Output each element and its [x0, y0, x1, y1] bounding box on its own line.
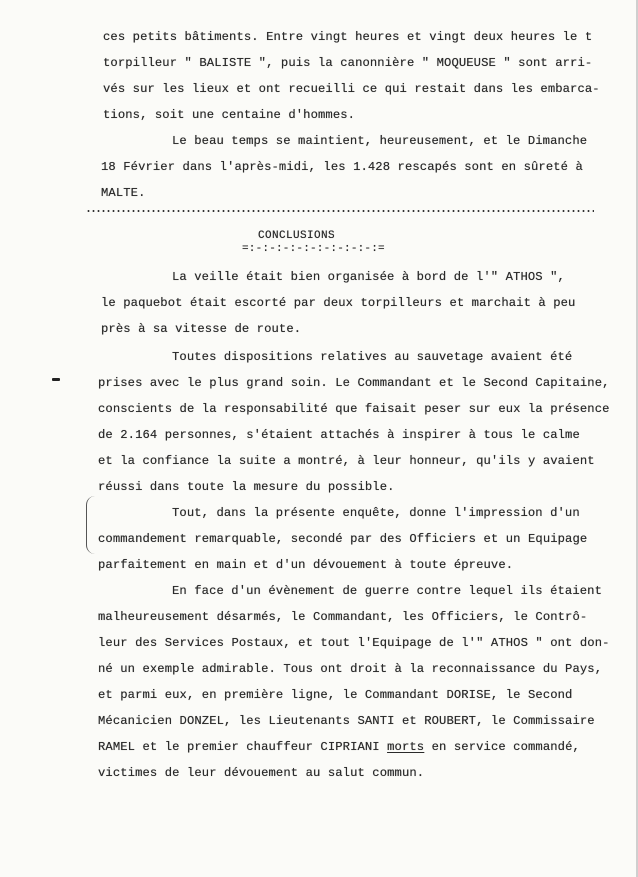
- text-line-1: ces petits bâtiments. Entre vingt heures et vingt deux heures le t: [103, 30, 593, 44]
- text-line-20: En face d'un évènement de guerre contre lequel ils étaient: [172, 584, 602, 598]
- text-line-3: vés sur les lieux et ont recueilli ce qui restait dans les embarca-: [103, 82, 600, 96]
- text-line-5: Le beau temps se maintient, heureusement, et le Dimanche: [172, 134, 588, 148]
- text-line-8: La veille était bien organisée à bord de l'" ATHOS ",: [172, 270, 565, 284]
- text-line-17: Tout, dans la présente enquête, donne l'impression d'un: [172, 506, 580, 520]
- margin-bracket: [86, 496, 95, 554]
- text-line-2: torpilleur " BALISTE ", puis la canonnière " MOQUEUSE " sont arri-: [103, 56, 593, 70]
- text-line-9: le paquebot était escorté par deux torpilleurs et marchait à peu: [101, 296, 576, 310]
- text-line-27: victimes de leur dévouement au salut commun.: [98, 766, 425, 780]
- text-line-26-start: RAMEL et le premier chauffeur CIPRIANI: [98, 740, 388, 754]
- text-line-16: réussi dans toute la mesure du possible.: [98, 480, 395, 494]
- text-line-6: 18 Février dans l'après-midi, les 1.428 rescapés sont en sûreté à: [101, 160, 583, 174]
- margin-mark: [52, 378, 60, 381]
- heading-underline: =:-:-:-:-:-:-:-:-:-:=: [242, 243, 385, 255]
- text-line-14: de 2.164 personnes, s'étaient attachés à inspirer à tous le calme: [98, 428, 580, 442]
- text-line-25: Mécanicien DONZEL, les Lieutenants SANTI et ROUBERT, le Commissaire: [98, 714, 595, 728]
- dotted-separator: [86, 210, 594, 212]
- text-line-24: et parmi eux, en première ligne, le Commandant DORISE, le Second: [98, 688, 573, 702]
- text-line-18: commandement remarquable, secondé par des Officiers et un Equipage: [98, 532, 588, 546]
- text-line-4: tions, soit une centaine d'hommes.: [103, 108, 356, 122]
- text-line-21: malheureusement désarmés, le Commandant, les Officiers, le Contrô-: [98, 610, 588, 624]
- text-line-10: près à sa vitesse de route.: [101, 322, 302, 336]
- text-line-15: et la confiance la suite a montré, à leur honneur, qu'ils y avaient: [98, 454, 595, 468]
- text-line-23: né un exemple admirable. Tous ont droit à la reconnaissance du Pays,: [98, 662, 603, 676]
- text-line-7: MALTE.: [101, 186, 146, 200]
- text-line-22: leur des Services Postaux, et tout l'Equipage de l'" ATHOS " ont don-: [98, 636, 610, 650]
- text-line-19: parfaitement en main et d'un dévouement à toute épreuve.: [98, 558, 514, 572]
- text-line-26-end: en service commandé,: [424, 740, 580, 754]
- section-heading: CONCLUSIONS: [258, 230, 336, 242]
- text-line-26: [98, 740, 580, 754]
- text-line-12: prises avec le plus grand soin. Le Commandant et le Second Capitaine,: [98, 376, 610, 390]
- underlined-word: morts: [387, 740, 425, 754]
- text-line-13: conscients de la responsabilité que faisait peser sur eux la présence: [98, 402, 610, 416]
- text-line-11: Toutes dispositions relatives au sauvetage avaient été: [172, 350, 573, 364]
